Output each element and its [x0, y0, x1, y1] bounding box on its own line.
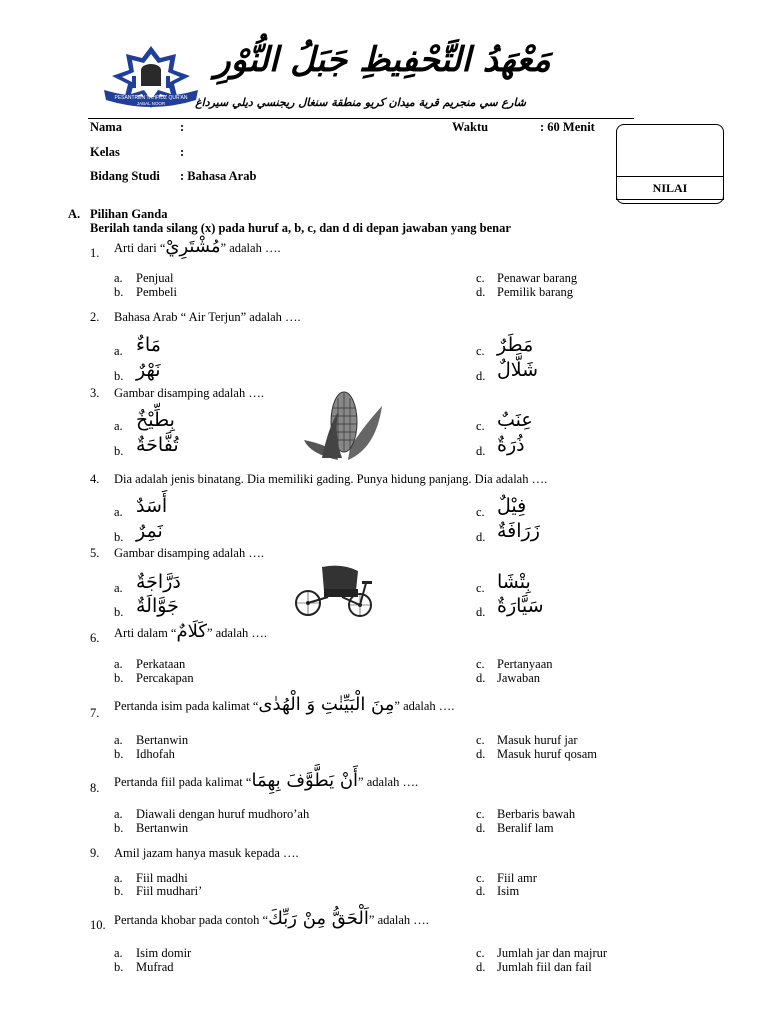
- option-d: Masuk huruf qosam: [497, 747, 597, 761]
- option-letter: d.: [476, 884, 486, 898]
- question-text: Gambar disamping adalah ….: [114, 546, 264, 560]
- option-b: نَهْرٌ: [136, 359, 161, 381]
- option-letter: d.: [476, 444, 486, 458]
- option-a: Bertanwin: [136, 733, 189, 747]
- option-a: Diawali dengan huruf mudhoro’ah: [136, 807, 310, 821]
- question-text: Arti dari “مُشْتَرِيْ” adalah ….: [114, 236, 281, 257]
- question-number: 8.: [90, 781, 100, 795]
- question-number: 7.: [90, 706, 100, 720]
- option-letter: a.: [114, 271, 123, 285]
- option-letter: a.: [114, 419, 123, 433]
- option-letter: d.: [476, 369, 486, 383]
- section-title: Pilihan Ganda: [90, 207, 168, 221]
- option-d: Isim: [497, 884, 520, 898]
- option-a: دَرَّاجَةٌ: [136, 571, 181, 593]
- option-letter: c.: [476, 657, 485, 671]
- question-arabic: اَلْحَقُّ مِنْ رَبِّكَ: [268, 908, 369, 929]
- option-b: Pembeli: [136, 285, 177, 299]
- kelas-colon: :: [180, 145, 185, 159]
- option-c: Pertanyaan: [497, 657, 553, 671]
- option-b: Bertanwin: [136, 821, 189, 835]
- option-d: زَرَافَةٌ: [497, 520, 540, 542]
- question-number: 1.: [90, 246, 100, 260]
- question-arabic: مِنَ الْبَيِّنٰتِ وَ الْهُدٰى: [258, 694, 395, 715]
- logo-ribbon-line1: PESANTREN TAHFIDZ QUR'AN: [114, 95, 188, 101]
- nama-label: Nama: [90, 120, 122, 134]
- question-number: 4.: [90, 472, 100, 486]
- school-logo: [100, 44, 202, 112]
- option-letter: d.: [476, 285, 486, 299]
- option-c: Penawar barang: [497, 271, 578, 285]
- header-divider: [88, 118, 634, 119]
- option-letter: c.: [476, 344, 485, 358]
- option-letter: c.: [476, 871, 485, 885]
- option-letter: a.: [114, 733, 123, 747]
- option-letter: b.: [114, 884, 124, 898]
- becak-image: [294, 563, 378, 617]
- option-c: فِيْلٌ: [497, 495, 527, 517]
- section-instruction: Berilah tanda silang (x) pada huruf a, b, c, dan d di depan jawaban yang benar: [90, 221, 511, 235]
- option-letter: a.: [114, 807, 123, 821]
- question-text: Pertanda isim pada kalimat “مِنَ الْبَيِّنٰتِ وَ الْهُدٰى” adalah ….: [114, 694, 455, 715]
- nilai-label: NILAI: [616, 176, 724, 200]
- question-text: Amil jazam hanya masuk kepada ….: [114, 846, 299, 860]
- option-letter: d.: [476, 605, 486, 619]
- question-arabic: كَلَامٌ: [176, 621, 207, 642]
- option-c: Jumlah jar dan majrur: [497, 946, 608, 960]
- option-c: عِنَبٌ: [497, 409, 533, 431]
- option-letter: b.: [114, 605, 124, 619]
- option-b: نَمِرٌ: [136, 520, 163, 542]
- option-letter: c.: [476, 419, 485, 433]
- school-address-arabic: شارع سي منجريم قرية ميدان كريو منطقة سنغال ريجنسي ديلي سيرداغ: [195, 96, 526, 109]
- option-letter: c.: [476, 807, 485, 821]
- option-d: ذُرَةٌ: [497, 434, 525, 456]
- option-c: مَطَرٌ: [497, 334, 534, 356]
- nama-colon: :: [180, 120, 185, 134]
- option-letter: b.: [114, 369, 124, 383]
- option-letter: b.: [114, 444, 124, 458]
- option-letter: b.: [114, 285, 124, 299]
- section-letter: A.: [68, 207, 81, 221]
- option-letter: c.: [476, 505, 485, 519]
- option-letter: b.: [114, 747, 124, 761]
- option-b: Percakapan: [136, 671, 194, 685]
- corn-image: [302, 388, 384, 462]
- school-title-arabic: مَعْهَدُ التَّحْفِيظِ جَبَلُ النُّوْرِ: [214, 40, 551, 80]
- option-letter: d.: [476, 960, 486, 974]
- question-arabic: مُشْتَرِيْ: [165, 236, 221, 257]
- question-text: Pertanda khobar pada contoh “اَلْحَقُّ مِنْ رَبِّكَ” adalah ….: [114, 908, 429, 929]
- option-letter: a.: [114, 657, 123, 671]
- question-text: Dia adalah jenis binatang. Dia memiliki gading. Punya hidung panjang. Dia adalah ….: [114, 472, 548, 486]
- option-a: Isim domir: [136, 946, 192, 960]
- option-letter: a.: [114, 344, 123, 358]
- option-letter: a.: [114, 946, 123, 960]
- option-d: Jawaban: [497, 671, 541, 685]
- question-number: 10.: [90, 918, 106, 932]
- question-text: Bahasa Arab “ Air Terjun” adalah ….: [114, 310, 301, 324]
- question-text: Gambar disamping adalah ….: [114, 386, 264, 400]
- option-letter: b.: [114, 671, 124, 685]
- option-a: مَاءٌ: [136, 334, 161, 356]
- option-d: Beralif lam: [497, 821, 554, 835]
- option-letter: b.: [114, 960, 124, 974]
- option-b: Idhofah: [136, 747, 175, 761]
- option-a: Fiil madhi: [136, 871, 188, 885]
- option-letter: c.: [476, 946, 485, 960]
- option-a: Penjual: [136, 271, 174, 285]
- option-letter: b.: [114, 530, 124, 544]
- option-letter: d.: [476, 530, 486, 544]
- waktu-value: : 60 Menit: [540, 120, 595, 134]
- question-number: 5.: [90, 546, 100, 560]
- option-d: شَلَّالٌ: [497, 359, 539, 381]
- option-letter: d.: [476, 671, 486, 685]
- option-a: بِطِّيْخٌ: [136, 409, 175, 431]
- question-arabic: أَنْ يَطَّوَّفَ بِهِمَا: [251, 770, 359, 791]
- question-number: 6.: [90, 631, 100, 645]
- option-b: Mufrad: [136, 960, 174, 974]
- question-number: 3.: [90, 386, 100, 400]
- option-letter: c.: [476, 271, 485, 285]
- option-letter: d.: [476, 821, 486, 835]
- kelas-label: Kelas: [90, 145, 120, 159]
- option-letter: a.: [114, 871, 123, 885]
- option-d: Pemilik barang: [497, 285, 574, 299]
- option-b: تُفَّاحَةٌ: [136, 434, 179, 456]
- option-letter: b.: [114, 821, 124, 835]
- option-b: Fiil mudhari’: [136, 884, 203, 898]
- option-c: Masuk huruf jar: [497, 733, 578, 747]
- option-letter: c.: [476, 733, 485, 747]
- question-number: 9.: [90, 846, 100, 860]
- bidang-studi-value: : Bahasa Arab: [180, 169, 257, 183]
- option-a: أَسَدٌ: [136, 495, 168, 517]
- option-b: جَوَّالَةٌ: [136, 595, 179, 617]
- option-letter: a.: [114, 581, 123, 595]
- option-c: Berbaris bawah: [497, 807, 576, 821]
- waktu-label: Waktu: [452, 120, 489, 134]
- option-a: Perkataan: [136, 657, 186, 671]
- option-d: سَيَّارَةٌ: [497, 595, 544, 617]
- option-c: Fiil amr: [497, 871, 537, 885]
- option-d: Jumlah fiil dan fail: [497, 960, 592, 974]
- option-letter: d.: [476, 747, 486, 761]
- option-letter: c.: [476, 581, 485, 595]
- option-c: بِتْشَا: [497, 571, 531, 593]
- logo-ribbon-line2: JABAL NOOR: [136, 101, 166, 106]
- question-number: 2.: [90, 310, 100, 324]
- option-letter: a.: [114, 505, 123, 519]
- question-text: Arti dalam “كَلَامٌ” adalah ….: [114, 621, 267, 642]
- bidang-studi-label: Bidang Studi: [90, 169, 160, 183]
- question-text: Pertanda fiil pada kalimat “أَنْ يَطَّوَّفَ بِهِمَا” adalah ….: [114, 770, 419, 791]
